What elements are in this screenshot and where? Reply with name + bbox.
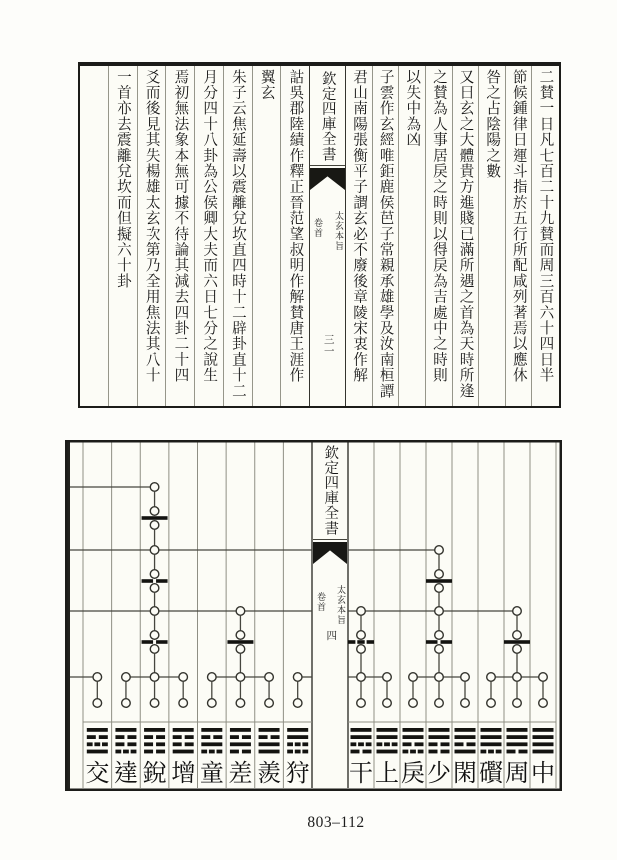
tetragram-glyph-line [144,728,165,732]
tetragram-name: 周 [505,761,529,787]
tetragram-glyph-line [481,750,502,754]
tetragram-glyph-line [455,750,476,754]
tetragram-name: 閑 [453,761,477,787]
fold-title: 欽定四庫全書 [322,445,339,536]
tetragram-glyph-line [201,742,222,746]
text-column: 爻而後見其失楊雄太玄次第乃全用焦法其八十 [137,66,166,406]
tetragram-glyph-line [533,750,554,754]
fold-rule [313,539,347,540]
text-column: 朱子云焦延壽以震離兌坎直四時十二辟卦直十二 [223,66,252,406]
tetragram-name: 差 [228,761,253,787]
tetragram-name: 上 [375,761,399,787]
text-column: 節候鍾律日運斗指於五行所配咸列著焉以應休 [505,66,532,406]
fold-chapter: 卷首 [316,592,326,612]
text-column: 二賛一日凡七百二十九賛而周三百六十四日半 [531,66,558,406]
tetragram-glyph-line [351,742,372,746]
tetragram-glyph-line [403,735,424,739]
tetragram-glyph-line [259,742,280,746]
tetragram-glyph-line [377,750,398,754]
tetragram-glyph-line [377,742,398,746]
text-column: 之賛為人事居戾之時則以得戾為吉處中之時則 [425,66,452,406]
tetragram-glyph-line [259,728,280,732]
tetragram-glyph-line [230,728,251,732]
text-column: 一首亦去震離兌坎而但擬六十卦 [108,66,137,406]
tetragram-glyph-line [351,728,372,732]
bottom-diagram-panel [65,440,562,791]
text-column: 子雲作玄經唯鉅鹿侯芭子常親承雄學及汝南桓譚 [372,66,399,406]
tetragram-name: 戾 [401,761,425,787]
text-column: 咎之占陰陽之數 [478,66,505,406]
tetragram-name: 羨 [257,761,282,787]
tetragram-glyph-line [533,735,554,739]
tetragram-glyph-line [230,742,251,746]
top-left-page [80,66,309,406]
tetragram-glyph-line [507,742,528,746]
fold-rule [310,165,345,166]
tetragram-name: 增 [171,761,196,787]
tetragram-name: 交 [85,761,110,787]
fold-page-number: 四 [325,630,337,642]
tetragram-glyph-line [481,735,502,739]
bottom-fold-column [312,440,348,791]
text-column: 焉初無法象本無可據不待論其減去四卦二十四 [165,66,194,406]
tetragram-glyph-line [351,735,372,739]
fold-page-number: 三一 [322,334,334,357]
fishtail-ornament-icon [310,168,345,190]
text-column [80,66,108,406]
footer-page-number: 803–112 [307,814,365,831]
tetragram-name: 干 [349,761,373,787]
text-column: 以失中為凶 [398,66,425,406]
text-column: 詁吳郡陸績作釋正晉范望叔明作解賛唐王涯作 [280,66,309,406]
fold-title: 欽定四庫全書 [319,71,336,162]
tetragram-glyph-line [287,742,308,746]
tetragram-glyph-line [533,742,554,746]
tetragram-glyph-line [455,728,476,732]
tetragram-glyph-line [533,728,554,732]
top-fold-column [309,66,346,406]
tetragram-name: 狩 [285,761,310,787]
tetragram-glyph-line [87,750,108,754]
text-column: 君山南陽張衡平子謂玄必不廢後章陵宋衷作解 [351,69,368,383]
tetragram-glyph-line [87,728,108,732]
tetragram-name: 達 [113,761,138,787]
tetragram-glyph-line [201,750,222,754]
tetragram-glyph-line [403,750,424,754]
tetragram-name: 少 [427,761,451,787]
tetragram-glyph-line [377,735,398,739]
tetragram-glyph-line [429,728,450,732]
text-column: 又曰玄之大體貴方進賤已滿所遇之首為天時所逢 [452,66,479,406]
top-text-panel [78,62,561,408]
tetragram-glyph-line [173,750,194,754]
tetragram-glyph-line [455,735,476,739]
tetragram-name: 礥 [479,761,503,787]
tetragram-glyph-line [201,728,222,732]
top-right-page [346,66,558,406]
tetragram-glyph-line [87,742,108,746]
text-column: 翼玄 [252,66,281,406]
tetragram-glyph-line [507,735,528,739]
tetragram-glyph-line [507,728,528,732]
tetragram-name: 中 [531,761,555,787]
tetragram-name: 銳 [142,761,167,787]
tetragram-glyph-line [287,728,308,732]
fold-book-title: 太玄本旨 [336,585,346,625]
tetragram-glyph-line [115,750,136,754]
text-column: 月分四十八卦為公侯卿大夫而六日七分之說生 [194,66,223,406]
tetragram-glyph-line [259,750,280,754]
tetragram-glyph-line [287,735,308,739]
tetragram-glyph-line [173,728,194,732]
fishtail-ornament-icon [313,542,347,564]
tetragram-glyph-line [115,728,136,732]
fold-book-title: 太玄本旨 [334,211,344,251]
tetragram-glyph-line [287,750,308,754]
fold-chapter: 卷首 [313,218,323,238]
tetragram-glyph-line [403,728,424,732]
tetragram-glyph-line [429,735,450,739]
tetragram-name: 童 [199,761,224,787]
tetragram-glyph-line [481,742,502,746]
tetragram-glyph-line [377,728,398,732]
tetragram-glyph-line [481,728,502,732]
